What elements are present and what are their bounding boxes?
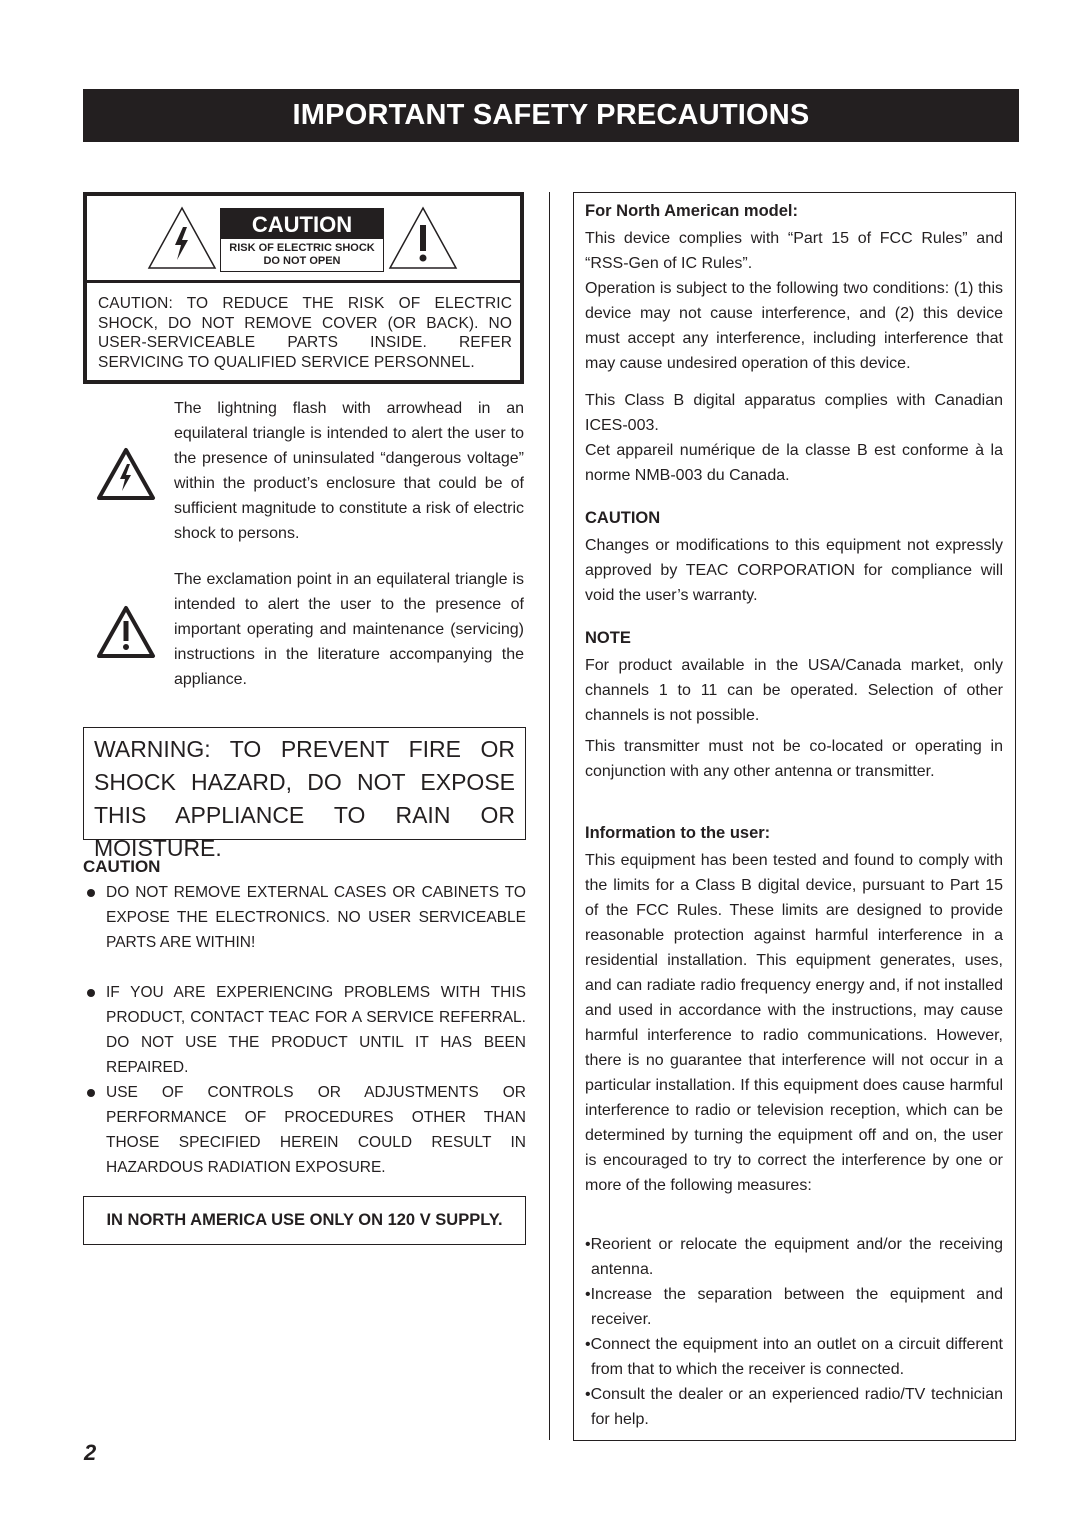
caution-text-right: Changes or modifications to this equipment not expressly approved by TEAC CORPORATION for compliance will void the user’s warranty. <box>585 537 1003 604</box>
note-text-2: This transmitter must not be co-located or operating in conjunction with any other antenna or transmitter. <box>585 738 1003 780</box>
caution-label <box>220 208 384 272</box>
list-item: •Reorient or relocate the equipment and/or the receiving antenna. <box>585 1236 1003 1278</box>
caution-bullet: IF YOU ARE EXPERIENCING PROBLEMS WITH THIS PRODUCT, CONTACT TEAC FOR A SERVICE REFERRAL. DO NOT USE THE PRODUCT UNTIL IT HAS BEEN REPAIRED. <box>83 980 526 1080</box>
supply-note: IN NORTH AMERICA USE ONLY ON 120 V SUPPLY. <box>83 1196 526 1245</box>
list-item: •Consult the dealer or an experienced radio/TV technician for help. <box>585 1386 1003 1428</box>
exclamation-description: The exclamation point in an equilateral triangle is intended to alert the user to the presence of important operating and maintenance (servicing) instructions in the literature accompanying the appliance. <box>174 571 524 688</box>
caution-symbols <box>87 196 520 283</box>
information-text: This equipment has been tested and found to comply with the limits for a Class B digital device, pursuant to Part 15 of the FCC Rules. These limits are designed to provide reasonable protection against harmful interference in a residential installation. This equipment generates, uses, and can radiate radio frequency energy and, if not installed and used in accordance with the instructions, may cause harmful interference to radio communications. However, there is no guarantee that interference will not occur in a particular installation. If this equipment does cause harmful interference to radio or television reception, which can be determined by turning the equipment off and on, the user is encouraged to try to correct the interference by one or more of the following measures: <box>585 852 1003 1194</box>
caution-bullet: DO NOT REMOVE EXTERNAL CASES OR CABINETS TO EXPOSE THE ELECTRONICS. NO USER SERVICEABLE PARTS ARE WITHIN! <box>83 880 526 955</box>
list-item: •Increase the separation between the equipment and receiver. <box>585 1286 1003 1328</box>
measures-list <box>585 1232 1003 1432</box>
warning-box: WARNING: TO PREVENT FIRE OR SHOCK HAZARD, DO NOT EXPOSE THIS APPLIANCE TO RAIN OR MOISTURE. <box>83 727 526 840</box>
class-b-text: This Class B digital apparatus complies with Canadian ICES-003. Cet appareil numérique de la classe B est conforme à la norme NMB-003 du Canada. <box>585 392 1003 484</box>
lightning-warning-icon <box>146 205 218 271</box>
caution-box <box>83 192 524 384</box>
caution-box-text: CAUTION: TO REDUCE THE RISK OF ELECTRIC SHOCK, DO NOT REMOVE COVER (OR BACK). NO USER-SERVICEABLE PARTS INSIDE. REFER SERVICING TO QUALIFIED SERVICE PERSONNEL. <box>98 295 512 371</box>
note-heading: NOTE <box>585 629 631 647</box>
note-text: For product available in the USA/Canada market, only channels 1 to 11 can be operated. Selection of other channels is not possible. <box>585 657 1003 724</box>
page-title: IMPORTANT SAFETY PRECAUTIONS <box>83 89 1019 142</box>
north-american-heading: For North American model: <box>585 202 798 220</box>
caution-label-head: CAUTION <box>221 209 383 239</box>
caution-heading: CAUTION <box>83 857 161 876</box>
information-heading: Information to the user: <box>585 824 771 842</box>
lightning-description: The lightning flash with arrowhead in an equilateral triangle is intended to alert the user to the presence of uninsulated “dangerous voltage” within the product’s enclosure that could be of sufficient magnitude to constitute a risk of electric shock to persons. <box>174 400 524 542</box>
exclamation-warning-icon <box>96 604 156 660</box>
bullet-dot <box>87 889 95 897</box>
caution-label-sub: RISK OF ELECTRIC SHOCK DO NOT OPEN <box>229 242 375 267</box>
bullet-dot <box>87 1089 95 1097</box>
bullet-dot <box>87 989 95 997</box>
caution-heading-right: CAUTION <box>585 509 661 527</box>
page-number: 2 <box>84 1440 97 1465</box>
exclamation-warning-icon <box>387 205 459 271</box>
list-item: •Connect the equipment into an outlet on a circuit different from that to which the receiver is connected. <box>585 1336 1003 1378</box>
caution-bullet: USE OF CONTROLS OR ADJUSTMENTS OR PERFORMANCE OF PROCEDURES OTHER THAN THOSE SPECIFIED HEREIN COULD RESULT IN HAZARDOUS RADIATION EXPOSURE. <box>83 1080 526 1180</box>
lightning-warning-icon <box>96 446 156 502</box>
column-divider <box>549 192 550 1440</box>
north-american-text: This device complies with “Part 15 of FCC Rules” and “RSS-Gen of IC Rules”. Operation is subject to the following two conditions: (1) this device may not cause interference, and (2) this device must accept any interference, including interference that may cause undesired operation of this device. <box>585 230 1003 372</box>
